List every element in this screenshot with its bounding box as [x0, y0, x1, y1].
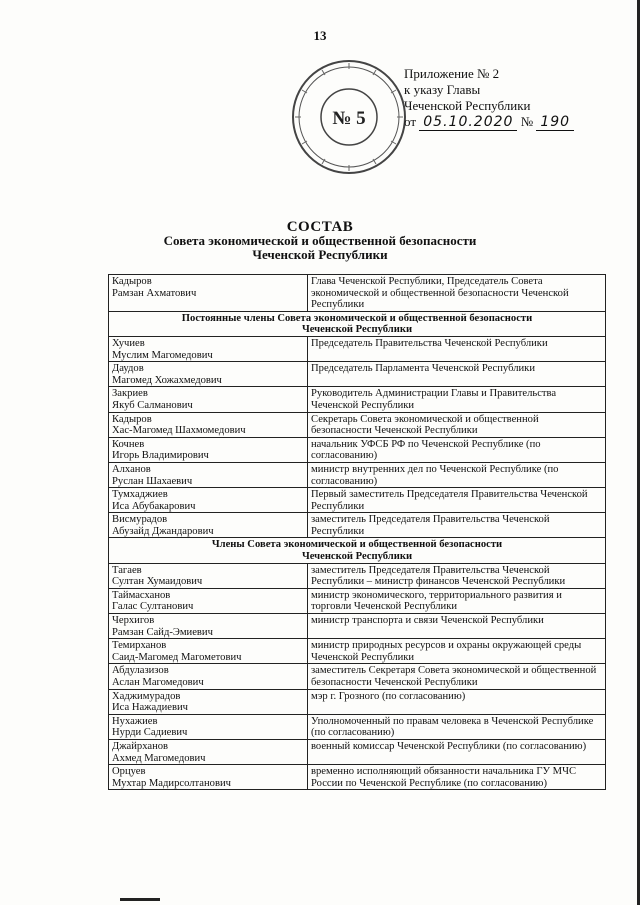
member-surname: Темирханов: [112, 640, 167, 652]
member-surname: Орцуев: [112, 766, 146, 778]
appendix-line-3: Чеченской Республики: [404, 98, 531, 113]
table-row: [109, 275, 606, 312]
member-surname: Абдулазизов: [112, 665, 169, 677]
member-surname: Даудов: [112, 363, 144, 375]
table-row: [109, 362, 606, 387]
member-given-name: Игорь Владимирович: [112, 450, 209, 462]
member-surname: Закриев: [112, 388, 148, 400]
member-surname: Тагаев: [112, 564, 142, 576]
table-row: [109, 639, 606, 664]
section-heading: [109, 538, 606, 563]
member-surname: Алханов: [112, 463, 151, 475]
member-name-cell: [109, 714, 308, 739]
document-title: [0, 220, 640, 262]
appendix-line-2: к указу Главы: [404, 82, 481, 97]
member-surname: Черхигов: [112, 615, 155, 627]
table-row: [109, 488, 606, 513]
table-row: [109, 387, 606, 412]
member-surname: Нухажиев: [112, 715, 158, 727]
table-row: [109, 689, 606, 714]
section-heading-row: [109, 311, 606, 336]
table-row: [109, 588, 606, 613]
section-heading-line: Постоянные члены Совета экономической и общественной безопасности: [181, 312, 533, 324]
member-name-cell: [109, 739, 308, 764]
member-surname: Тумхаджиев: [112, 489, 168, 501]
member-position: Первый заместитель Председателя Правительства Чеченской Республики: [308, 488, 606, 513]
member-surname: Кадыров: [112, 276, 152, 287]
member-name-cell: [109, 387, 308, 412]
roster-body: [109, 275, 606, 790]
member-surname: Кочнев: [112, 438, 145, 450]
title-line-2: Совета экономической и общественной безопасности: [163, 233, 477, 248]
member-given-name: Рамзан Сайд-Эмиевич: [112, 626, 213, 638]
section-heading-line: Члены Совета экономической и общественной безопасности: [211, 539, 503, 551]
member-position: Руководитель Администрации Главы и Правительства Чеченской Республики: [308, 387, 606, 412]
member-name-cell: [109, 689, 308, 714]
section-heading-line: Чеченской Республики: [301, 551, 413, 563]
table-row: [109, 462, 606, 487]
table-row: [109, 563, 606, 588]
handwritten-date: 05.10.2020: [419, 114, 517, 131]
member-position: заместитель Председателя Правительства Чеченской Республики: [308, 513, 606, 538]
member-given-name: Якуб Салманович: [112, 399, 193, 411]
member-given-name: Абузайд Джандарович: [112, 525, 214, 537]
member-name-cell: [109, 614, 308, 639]
section-heading-line: Чеченской Республики: [301, 324, 413, 336]
member-given-name: Рамзан Ахматович: [112, 287, 197, 299]
table-row: [109, 714, 606, 739]
member-position: министр экономического, территориального развития и торговли Чеченской Республики: [308, 588, 606, 613]
member-surname: Кадыров: [112, 413, 152, 425]
member-name-cell: [109, 639, 308, 664]
member-given-name: Аслан Магомедович: [112, 677, 204, 688]
member-name-cell: [109, 437, 308, 462]
member-position: заместитель Секретаря Совета экономической и общественной безопасности Чеченской Республики: [308, 664, 606, 689]
member-name-cell: [109, 765, 308, 790]
member-given-name: Муслим Магомедович: [112, 349, 213, 361]
member-position: временно исполняющий обязанности начальника ГУ МЧС России по Чеченской Республике (по согласованию): [308, 765, 606, 790]
member-surname: Хучиев: [112, 337, 145, 349]
member-position: Председатель Парламента Чеченской Республики: [308, 362, 606, 387]
seal-number: № 5: [332, 108, 366, 129]
member-position: военный комиссар Чеченской Республики (по согласованию): [308, 739, 606, 764]
member-given-name: Саид-Магомед Магометович: [112, 651, 242, 663]
member-given-name: Мухтар Мадирсолтанович: [112, 777, 231, 789]
page-number: 13: [313, 28, 327, 43]
member-given-name: Руслан Шахаевич: [112, 475, 193, 487]
table-row: [109, 765, 606, 790]
official-seal: [290, 58, 408, 176]
member-given-name: Галас Султанович: [112, 601, 194, 613]
member-name-cell: [109, 362, 308, 387]
bottom-mark: [120, 898, 160, 901]
member-position: министр внутренних дел по Чеченской Республике (по согласованию): [308, 462, 606, 487]
member-position: Председатель Правительства Чеченской Республики: [308, 336, 606, 361]
member-given-name: Нурди Садиевич: [112, 727, 188, 739]
table-row: [109, 739, 606, 764]
member-given-name: Иса Абубакарович: [112, 500, 196, 512]
member-name-cell: [109, 563, 308, 588]
member-position: министр транспорта и связи Чеченской Республики: [308, 614, 606, 639]
member-given-name: Магомед Хожахмедович: [112, 374, 222, 386]
council-roster-table: [108, 274, 606, 790]
member-surname: Джайрханов: [112, 740, 169, 752]
table-row: [109, 336, 606, 361]
number-prefix: №: [520, 114, 534, 129]
member-position: Секретарь Совета экономической и общественной безопасности Чеченской Республики: [308, 412, 606, 437]
table-row: [109, 437, 606, 462]
appendix-date-row: [404, 114, 574, 131]
handwritten-number: 190: [536, 114, 574, 131]
member-position: Глава Чеченской Республики, Председатель Совета экономической и общественной безопасности Чеченской Республики: [308, 275, 606, 312]
member-name-cell: [109, 488, 308, 513]
date-prefix: от: [404, 114, 417, 129]
member-given-name: Ахмед Магомедович: [112, 752, 206, 764]
member-surname: Хаджимурадов: [112, 690, 181, 702]
section-heading-row: [109, 538, 606, 563]
title-line-1: СОСТАВ: [286, 219, 354, 235]
section-heading: [109, 311, 606, 336]
appendix-line-1: Приложение № 2: [404, 66, 500, 81]
member-position: Уполномоченный по правам человека в Чеченской Республике (по согласованию): [308, 714, 606, 739]
member-position: начальник УФСБ РФ по Чеченской Республике (по согласованию): [308, 437, 606, 462]
member-name-cell: [109, 588, 308, 613]
title-line-3: Чеченской Республики: [252, 247, 388, 262]
member-surname: Таймасханов: [112, 589, 171, 601]
table-row: [109, 614, 606, 639]
member-position: мэр г. Грозного (по согласованию): [308, 689, 606, 714]
member-name-cell: [109, 412, 308, 437]
appendix-block: [404, 66, 574, 131]
member-name-cell: [109, 513, 308, 538]
table-row: [109, 664, 606, 689]
member-name-cell: [109, 664, 308, 689]
member-position: заместитель Председателя Правительства Чеченской Республики – министр финансов Чеченской Республики: [308, 563, 606, 588]
member-given-name: Хас-Магомед Шахмомедович: [112, 425, 246, 437]
member-given-name: Иса Нажадиевич: [112, 702, 188, 714]
member-name-cell: [109, 275, 308, 312]
member-given-name: Султан Хумаидович: [112, 576, 203, 588]
member-position: министр природных ресурсов и охраны окружающей среды Чеченской Республики: [308, 639, 606, 664]
table-row: [109, 513, 606, 538]
member-name-cell: [109, 336, 308, 361]
member-surname: Висмурадов: [112, 514, 168, 526]
table-row: [109, 412, 606, 437]
member-name-cell: [109, 462, 308, 487]
